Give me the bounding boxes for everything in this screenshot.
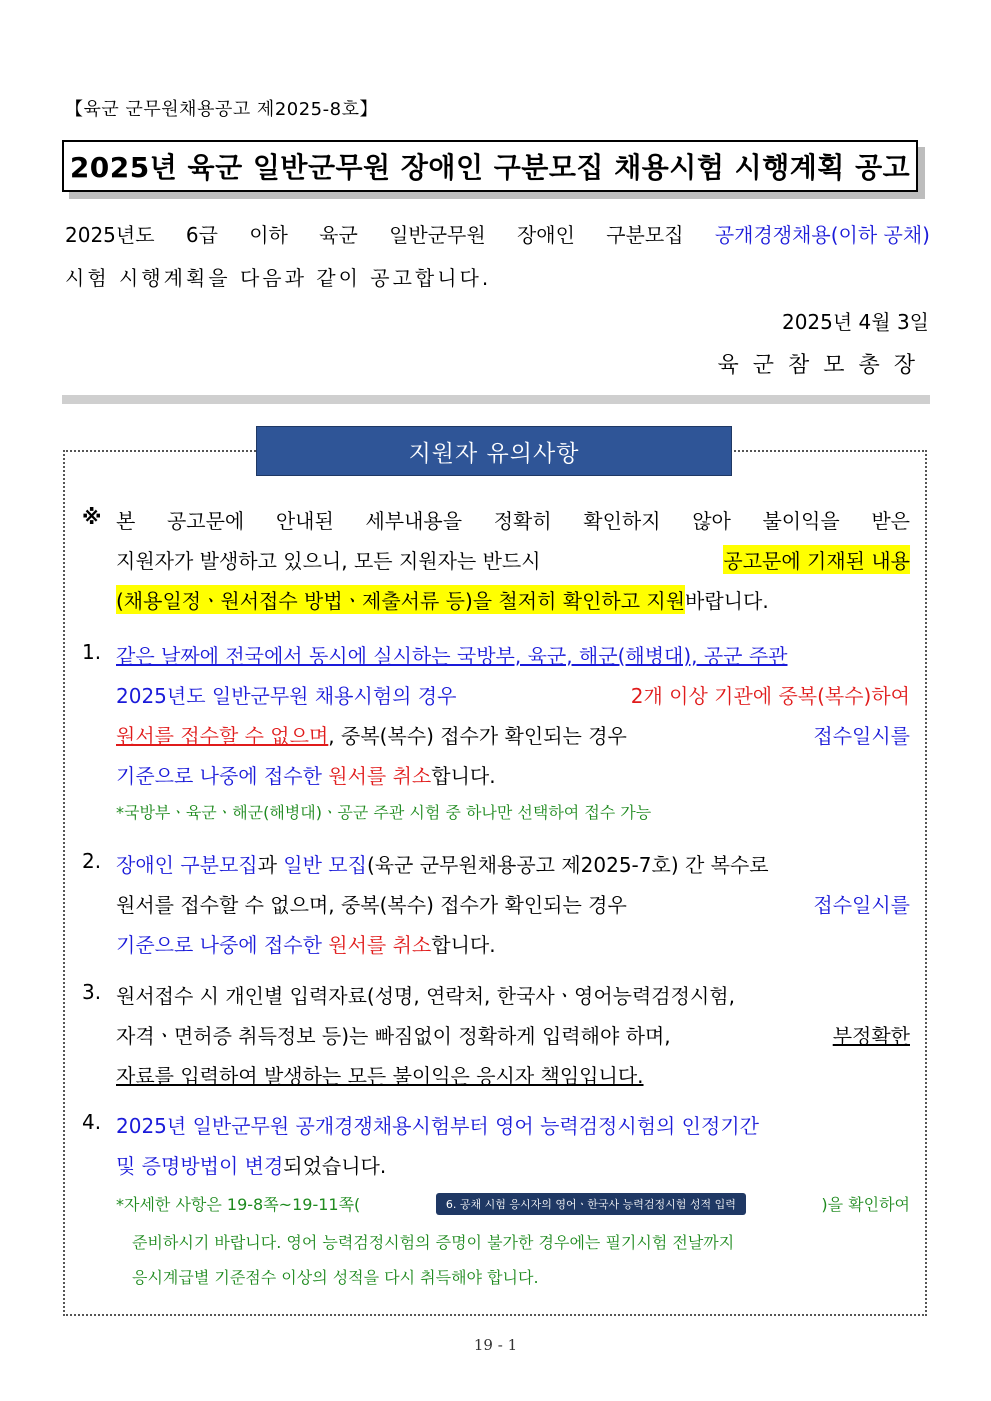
item-text-red-underlined: 원서를 접수할 수 없으며 <box>116 724 329 748</box>
sub-text: *자세한 사항은 19-8쪽~19-11쪽( <box>116 1195 361 1214</box>
intro-line-1 <box>65 219 930 248</box>
doc-number: 【육군 군무원채용공고 제2025-8호】 <box>65 99 378 120</box>
item-text: 원서를 접수할 수 없으며, 중복(복수) 접수가 확인되는 경우 <box>116 893 627 917</box>
intro-line-2: 시험 시행계획을 다음과 같이 공고합니다. <box>65 266 492 290</box>
notice-header <box>256 426 732 476</box>
intro-word: 육군 <box>319 223 358 247</box>
intro-word: 이하 <box>249 223 288 247</box>
item-text-red: 원서를 취소 <box>328 933 432 957</box>
item-number: 4. <box>82 1110 102 1134</box>
item-4-line-2 <box>116 1150 386 1179</box>
item-2-line-2 <box>116 889 910 918</box>
sub-text: )을 확인하여 <box>821 1195 910 1214</box>
item-text: 자격ㆍ면허증 취득정보 등)는 빠짐없이 정확하게 입력해야 하며, <box>116 1024 671 1048</box>
item-number: 3. <box>82 980 102 1004</box>
notice-intro-line-1 <box>116 505 910 534</box>
intro-blue-text: 공개경쟁채용(이하 공채) <box>714 223 930 247</box>
item-2-line-1 <box>116 849 910 878</box>
item-text: 과 <box>257 853 277 877</box>
notice-word: 불이익을 <box>762 509 840 533</box>
item-text-red: 2개 이상 기관에 중복(복수)하여 <box>630 684 910 708</box>
item-1-sub-note: *국방부ㆍ육군ㆍ해군(해병대)ㆍ공군 주관 시험 중 하나만 선택하여 접수 가능 <box>116 803 652 822</box>
notice-word: 받은 <box>871 509 910 533</box>
notice-text: 바랍니다. <box>685 589 769 613</box>
intro-word: 구분모집 <box>606 223 684 247</box>
intro-word: 2025년도 <box>65 223 155 247</box>
notice-header-text: 지원자 유의사항 <box>408 440 580 467</box>
notice-text: 지원자가 발생하고 있으니, 모든 지원자는 반드시 <box>116 549 541 573</box>
item-number: 1. <box>82 640 102 664</box>
notice-word: 공고문에 <box>166 509 245 533</box>
publication-date: 2025년 4월 3일 <box>781 310 929 334</box>
separator-bar <box>62 395 930 404</box>
item-1-line-1: 같은 날짜에 전국에서 동시에 실시하는 국방부, 육군, 해군(해병대), 공군 주관 <box>116 644 788 668</box>
notice-box <box>63 450 927 1316</box>
item-4-sub-line-3: 응시계급별 기준점수 이상의 성적을 다시 취득해야 합니다. <box>132 1268 539 1287</box>
page-number: 19 - 1 <box>473 1336 518 1354</box>
page-title: 2025년 육군 일반군무원 장애인 구분모집 채용시험 시행계획 공고 <box>69 151 911 184</box>
item-text: 되었습니다. <box>283 1154 387 1178</box>
item-number: 2. <box>82 849 102 873</box>
notice-word: 확인하지 <box>583 509 661 533</box>
intro-word: 6급 <box>185 223 218 247</box>
notice-word: 않아 <box>692 509 731 533</box>
highlighted-text: 공고문에 기재된 내용 <box>723 545 910 574</box>
item-1-line-4 <box>116 760 496 789</box>
item-1-line-2 <box>116 680 910 709</box>
intro-word: 장애인 <box>516 223 575 247</box>
item-text-blue: 접수일시를 <box>813 724 910 748</box>
title-box <box>62 140 918 192</box>
item-3-line-3: 자료를 입력하여 발생하는 모든 불이익은 응시자 책임입니다. <box>116 1064 644 1088</box>
notice-word: 본 <box>116 509 136 533</box>
item-4-sub-line-2: 준비하시기 바랍니다. 영어 능력검정시험의 증명이 불가한 경우에는 필기시험 전날까지 <box>132 1233 735 1252</box>
item-text: , 중복(복수) 접수가 확인되는 경우 <box>328 724 627 748</box>
item-text-blue: 접수일시를 <box>813 893 910 917</box>
item-1-line-3 <box>116 720 910 749</box>
item-text-underlined: 부정확한 <box>832 1024 910 1048</box>
item-text-blue: 기준으로 나중에 접수한 <box>116 764 322 788</box>
item-text-blue: 및 증명방법이 변경 <box>116 1154 284 1178</box>
item-2-line-3 <box>116 929 496 958</box>
item-text: 합니다. <box>431 933 496 957</box>
item-text-red: 원서를 취소 <box>328 764 432 788</box>
item-3-line-1: 원서접수 시 개인별 입력자료(성명, 연락처, 한국사ㆍ영어능력검정시험, <box>116 984 735 1008</box>
notice-word: 안내된 <box>275 509 334 533</box>
notice-intro-line-2 <box>116 545 910 574</box>
reference-badge: 6. 공채 시험 응시자의 영어ㆍ한국사 능력검정시험 성적 입력 <box>436 1193 746 1215</box>
notice-word: 세부내용을 <box>365 509 463 533</box>
item-text-blue: 일반 모집 <box>283 853 367 877</box>
highlighted-text: (채용일정ㆍ원서접수 방법ㆍ제출서류 등)을 철저히 확인하고 지원 <box>116 585 685 614</box>
item-text: (육군 군무원채용공고 제2025-7호) 간 복수로 <box>366 853 769 877</box>
item-4-sub-line-1 <box>116 1192 910 1215</box>
item-text-blue: 기준으로 나중에 접수한 <box>116 933 322 957</box>
item-text-blue: 2025년도 일반군무원 채용시험의 경우 <box>116 684 457 708</box>
notice-word: 정확히 <box>493 509 552 533</box>
notice-intro-line-3 <box>116 585 769 614</box>
reference-mark: ※ <box>82 505 102 529</box>
intro-word: 일반군무원 <box>389 223 486 247</box>
publisher: 육군참모총장 <box>717 353 929 378</box>
item-text: 합니다. <box>431 764 496 788</box>
item-text-blue: 장애인 구분모집 <box>116 853 258 877</box>
item-4-line-1: 2025년 일반군무원 공개경쟁채용시험부터 영어 능력검정시험의 인정기간 <box>116 1114 759 1138</box>
item-3-line-2 <box>116 1020 910 1049</box>
